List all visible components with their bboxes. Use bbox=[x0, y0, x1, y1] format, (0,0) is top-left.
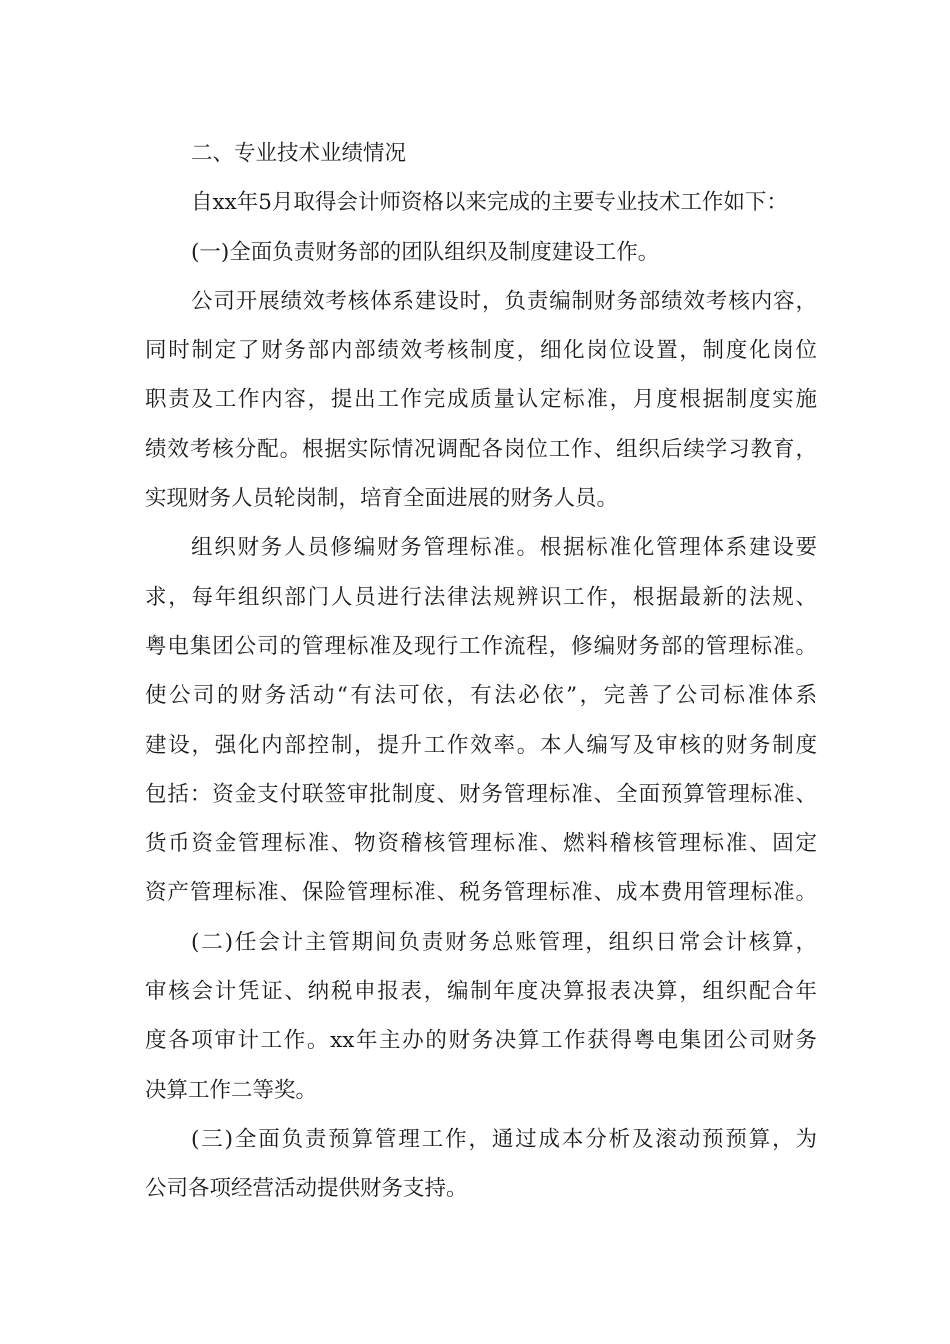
paragraph-line: 绩效考核分配。根据实际情况调配各岗位工作、组织后续学习教育， bbox=[145, 436, 817, 462]
paragraph-line: 资产管理标准、保险管理标准、税务管理标准、成本费用管理标准。 bbox=[145, 880, 817, 906]
document-body bbox=[145, 129, 817, 1214]
paragraph-line: 求，每年组织部门人员进行法律法规辨识工作，根据最新的法规、 bbox=[145, 584, 817, 610]
paragraph-line: 自xx年5月取得会计师资格以来完成的主要专业技术工作如下： bbox=[191, 190, 788, 216]
paragraph-line: 度各项审计工作。xx年主办的财务决算工作获得粤电集团公司财务 bbox=[145, 1028, 817, 1054]
subsection-heading: (三)全面负责预算管理工作，通过成本分析及滚动预预算，为 bbox=[191, 1126, 817, 1152]
paragraph-line: 货币资金管理标准、物资稽核管理标准、燃料稽核管理标准、固定 bbox=[145, 831, 817, 857]
subsection-heading: (一)全面负责财务部的团队组织及制度建设工作。 bbox=[191, 239, 660, 265]
paragraph-line: 包括：资金支付联签审批制度、财务管理标准、全面预算管理标准、 bbox=[145, 781, 817, 807]
paragraph-line: 职责及工作内容，提出工作完成质量认定标准，月度根据制度实施 bbox=[145, 387, 817, 413]
paragraph-line: 粤电集团公司的管理标准及现行工作流程，修编财务部的管理标准。 bbox=[145, 633, 817, 659]
paragraph-line: 组织财务人员修编财务管理标准。根据标准化管理体系建设要 bbox=[191, 535, 817, 561]
paragraph-line: 使公司的财务活动“有法可依，有法必依”，完善了公司标准体系 bbox=[145, 683, 817, 709]
paragraph-line: 同时制定了财务部内部绩效考核制度，细化岗位设置，制度化岗位 bbox=[145, 338, 817, 364]
paragraph-line: 审核会计凭证、纳税申报表，编制年度决算报表决算，组织配合年 bbox=[145, 979, 817, 1005]
paragraph-line: 实现财务人员轮岗制，培育全面进展的财务人员。 bbox=[145, 486, 619, 512]
paragraph-line: 公司开展绩效考核体系建设时，负责编制财务部绩效考核内容， bbox=[191, 288, 817, 314]
section-heading: 二、专业技术业绩情况 bbox=[191, 141, 407, 166]
paragraph-line: 公司各项经营活动提供财务支持。 bbox=[145, 1176, 468, 1202]
paragraph-line: 建设，强化内部控制，提升工作效率。本人编写及审核的财务制度 bbox=[145, 732, 817, 758]
subsection-heading: (二)任会计主管期间负责财务总账管理，组织日常会计核算， bbox=[191, 929, 817, 955]
paragraph-line: 决算工作二等奖。 bbox=[145, 1077, 318, 1103]
